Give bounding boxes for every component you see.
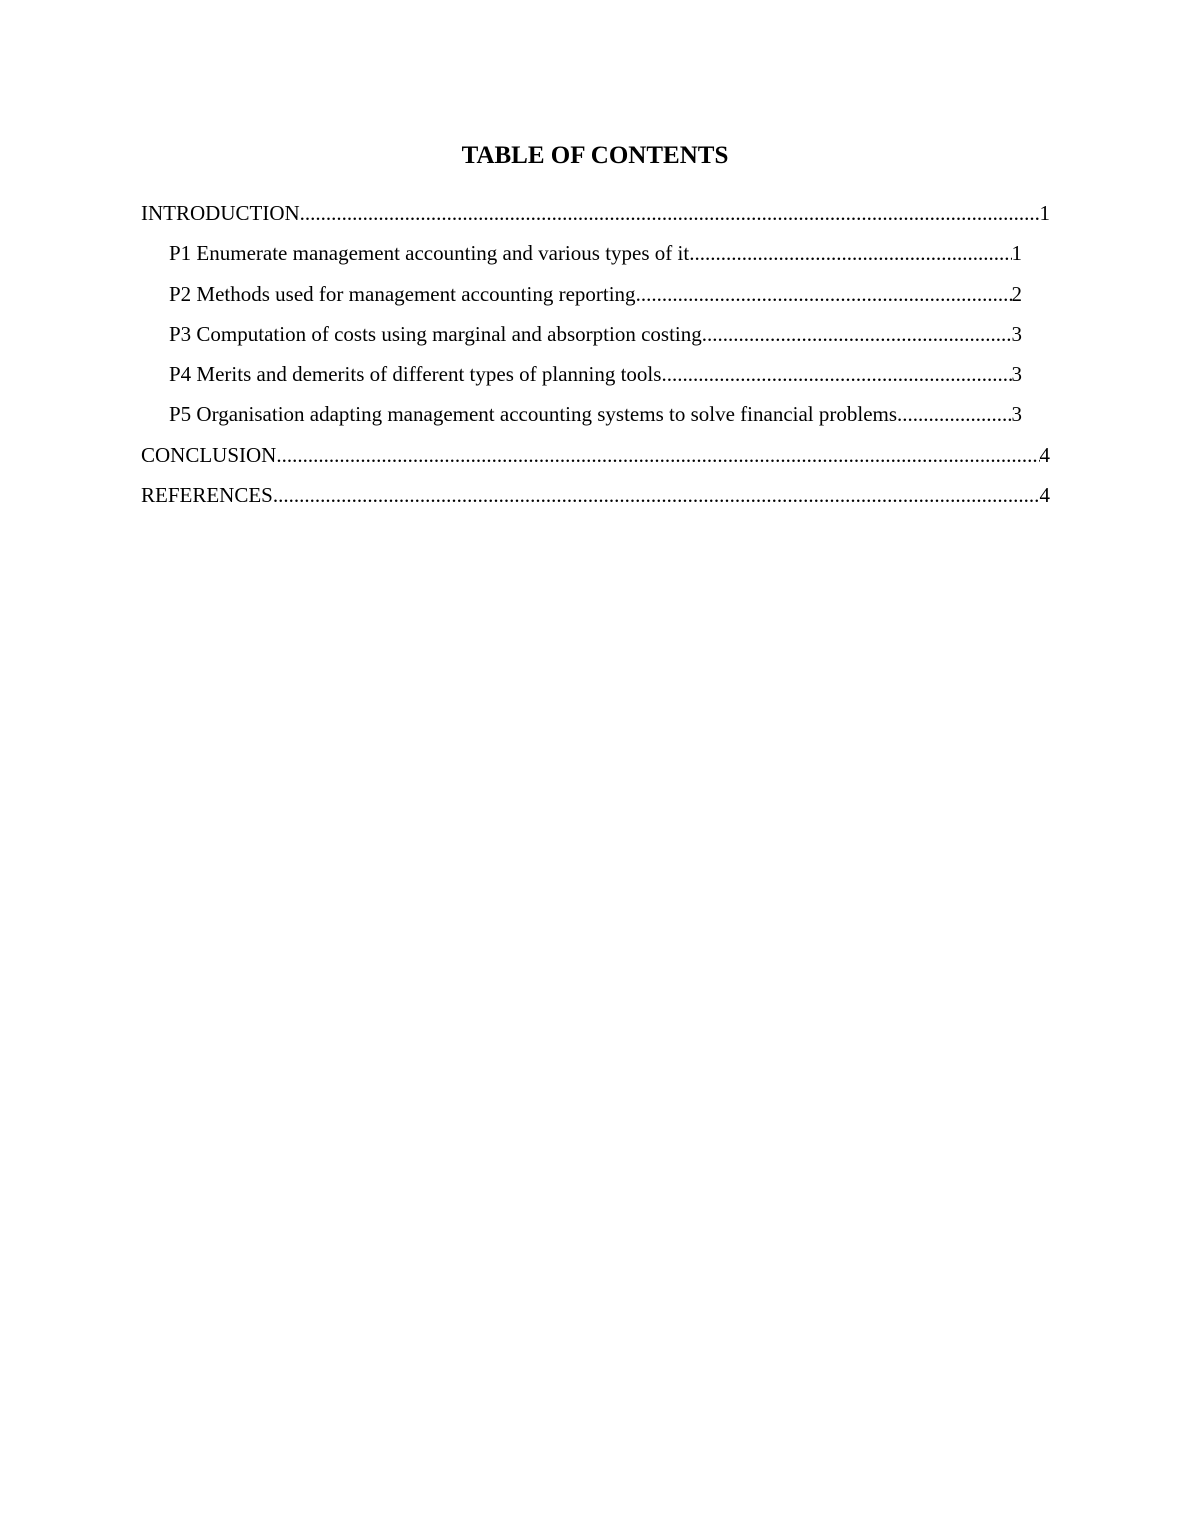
toc-dot-leader xyxy=(276,441,1039,469)
toc-dot-leader xyxy=(702,320,1012,348)
toc-page-number: 1 xyxy=(1039,201,1050,225)
toc-page-number: 1 xyxy=(1011,241,1022,265)
toc-dot-leader xyxy=(689,239,1011,267)
toc-entry-text: P3 Computation of costs using marginal and absorption costing xyxy=(169,322,702,346)
toc-entry-text: REFERENCES xyxy=(141,483,273,507)
toc-entry-p3[interactable] xyxy=(169,320,1022,348)
toc-entry-p5[interactable] xyxy=(169,400,1022,428)
toc-dot-leader xyxy=(661,360,1011,388)
toc-entry-conclusion[interactable] xyxy=(141,441,1050,469)
toc-entry-text: P4 Merits and demerits of different types of planning tools xyxy=(169,362,662,386)
toc-page-number: 2 xyxy=(1011,282,1022,306)
toc-entry-text: P2 Methods used for management accounting reporting xyxy=(169,282,636,306)
toc-page-number: 4 xyxy=(1039,483,1050,507)
toc-entry-text: P5 Organisation adapting management accounting systems to solve financial problems xyxy=(169,402,898,426)
toc-entry-p2[interactable] xyxy=(169,280,1022,308)
toc-entry-text: P1 Enumerate management accounting and various types of it xyxy=(169,241,690,265)
toc-page-number: 4 xyxy=(1039,443,1050,467)
toc-page-number: 3 xyxy=(1011,402,1022,426)
toc-page-number: 3 xyxy=(1011,322,1022,346)
toc-dot-leader xyxy=(636,280,1012,308)
toc-title: TABLE OF CONTENTS xyxy=(461,142,729,169)
toc-entry-p1[interactable] xyxy=(169,239,1022,267)
toc-dot-leader xyxy=(300,199,1040,227)
toc-entry-text: CONCLUSION xyxy=(141,443,277,467)
toc-entry-text: INTRODUCTION xyxy=(141,201,300,225)
toc-entry-p4[interactable] xyxy=(169,360,1022,388)
toc-page-number: 3 xyxy=(1011,362,1022,386)
toc-dot-leader xyxy=(897,400,1011,428)
toc-dot-leader xyxy=(273,481,1040,509)
toc-entry-introduction[interactable] xyxy=(141,199,1050,227)
toc-entry-references[interactable] xyxy=(141,481,1050,509)
